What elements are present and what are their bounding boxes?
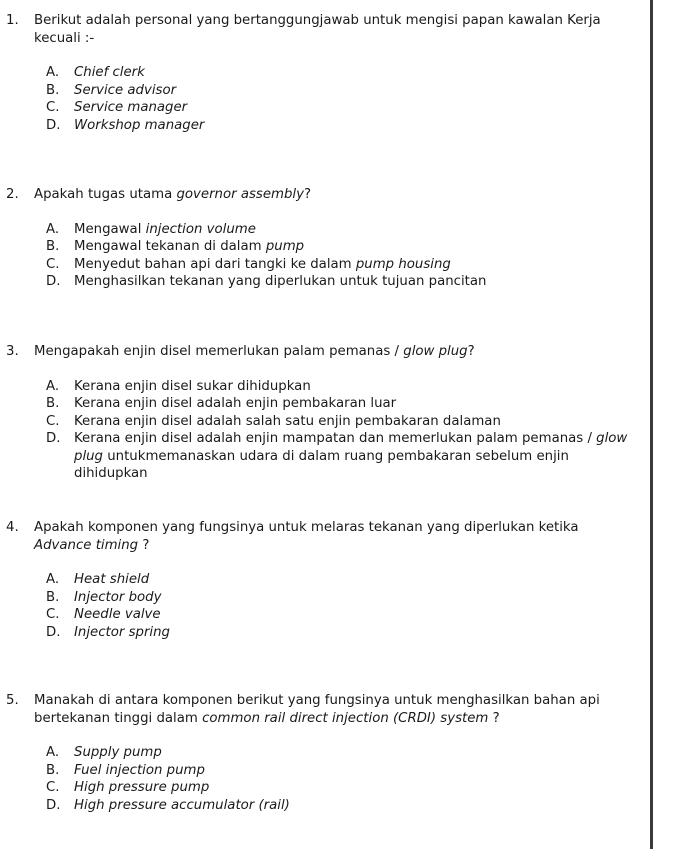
options-list (46, 571, 636, 641)
option-text (74, 606, 636, 624)
italic-term: Workshop manager (74, 117, 205, 133)
text-run: ? (303, 187, 312, 202)
option-text (74, 624, 636, 642)
question-text (34, 519, 636, 554)
option-letter: B. (46, 396, 60, 411)
option-letter: C. (46, 780, 60, 795)
option-letter: D. (46, 274, 61, 289)
option-letter: C. (46, 413, 60, 429)
question-number: 1. (6, 13, 19, 28)
option-text (74, 395, 636, 413)
option-text (74, 762, 636, 780)
option-letter: C. (46, 607, 60, 622)
text-run: Apakah komponen yang fungsinya untuk melaras tekanan yang diperlukan ketika (34, 520, 579, 535)
italic-term: pump housing (355, 256, 451, 272)
option-b (46, 589, 636, 607)
page-border-line (650, 0, 653, 849)
option-text (74, 430, 636, 483)
text-run: Kerana enjin disel adalah salah satu enjin pembakaran dalaman (74, 413, 501, 429)
option-a (46, 64, 636, 82)
options-list (46, 221, 636, 291)
text-run: Mengawal (74, 221, 146, 237)
option-text (74, 744, 636, 762)
option-letter: B. (46, 762, 60, 778)
option-letter: A. (46, 572, 60, 587)
text-run: Mengapakah enjin disel memerlukan palam pemanas / (34, 344, 404, 359)
option-d (46, 797, 636, 815)
italic-term: Service manager (74, 100, 188, 115)
text-run: Menyedut bahan api dari tangki ke dalam (74, 256, 356, 272)
option-text (74, 779, 636, 797)
question-number: 5. (6, 693, 19, 708)
italic-term: glow plug (74, 431, 628, 464)
option-text (74, 256, 636, 274)
option-text (74, 589, 636, 607)
option-c (46, 413, 636, 431)
question-2 (6, 186, 636, 291)
question-text (34, 12, 636, 47)
text-run: ? (138, 537, 150, 553)
option-letter: B. (46, 239, 60, 254)
italic-term: High pressure pump (74, 780, 210, 795)
question-5 (6, 692, 636, 814)
text-run: Berikut adalah personal yang bertanggungjawab untuk mengisi papan kawalan Kerja kecuali :- (34, 13, 601, 46)
option-d (46, 624, 636, 642)
question-number: 4. (6, 520, 19, 535)
option-c (46, 256, 636, 274)
option-text (74, 99, 636, 117)
option-b (46, 395, 636, 413)
option-c (46, 779, 636, 797)
italic-term: governor assembly (176, 187, 304, 202)
options-list (46, 378, 636, 483)
italic-term: Injector spring (74, 624, 170, 640)
option-b (46, 82, 636, 100)
option-text (74, 571, 636, 589)
italic-term: Service advisor (74, 82, 177, 98)
question-text (34, 343, 636, 361)
question-number: 2. (6, 187, 19, 202)
option-c (46, 99, 636, 117)
question-4 (6, 519, 636, 641)
text-run: Kerana enjin disel adalah enjin pembakaran luar (74, 396, 397, 411)
option-b (46, 238, 636, 256)
option-a (46, 571, 636, 589)
italic-term: Injector body (74, 589, 162, 605)
option-text (74, 238, 636, 256)
option-text (74, 82, 636, 100)
option-letter: C. (46, 256, 60, 272)
italic-term: injection volume (145, 221, 256, 237)
option-text (74, 64, 636, 82)
italic-term: pump (265, 239, 305, 254)
option-letter: C. (46, 100, 60, 115)
text-run: Manakah di antara komponen berikut yang fungsinya untuk menghasilkan bahan api bertekanan tinggi dalam (34, 693, 600, 726)
italic-term: glow plug (403, 344, 468, 359)
option-text (74, 413, 636, 431)
option-letter: A. (46, 65, 60, 80)
option-letter: B. (46, 589, 60, 605)
italic-term: High pressure accumulator (rail) (74, 797, 290, 813)
option-a (46, 378, 636, 396)
option-d (46, 430, 636, 483)
option-d (46, 117, 636, 135)
option-letter: D. (46, 624, 61, 640)
italic-term: Fuel injection pump (74, 762, 205, 778)
question-1 (6, 12, 636, 134)
option-text (74, 117, 636, 135)
options-list (46, 744, 636, 814)
italic-term: Advance timing (34, 537, 139, 553)
italic-term: Chief clerk (74, 65, 145, 80)
text-run: Apakah tugas utama (34, 187, 177, 202)
option-text (74, 221, 636, 239)
option-a (46, 744, 636, 762)
option-letter: D. (46, 431, 61, 446)
text-run: Menghasilkan tekanan yang diperlukan untuk tujuan pancitan (74, 274, 487, 289)
question-text (34, 692, 636, 727)
option-text (74, 378, 636, 396)
question-text (34, 186, 636, 204)
question-number: 3. (6, 344, 19, 359)
option-letter: A. (46, 745, 60, 760)
option-text (74, 797, 636, 815)
text-run: Kerana enjin disel sukar dihidupkan (74, 378, 311, 394)
option-b (46, 762, 636, 780)
option-letter: A. (46, 378, 60, 394)
option-c (46, 606, 636, 624)
option-letter: D. (46, 117, 61, 133)
italic-term: Needle valve (74, 607, 161, 622)
option-d (46, 273, 636, 291)
italic-term: common rail direct injection (CRDI) system (202, 710, 489, 726)
text-run: Mengawal tekanan di dalam (74, 239, 266, 254)
option-a (46, 221, 636, 239)
italic-term: Heat shield (74, 572, 150, 587)
question-3 (6, 343, 636, 483)
option-letter: D. (46, 797, 61, 813)
text-run: ? (488, 710, 500, 726)
text-run: Kerana enjin disel adalah enjin mampatan dan memerlukan palam pemanas / (74, 431, 597, 446)
option-letter: A. (46, 221, 60, 237)
option-text (74, 273, 636, 291)
options-list (46, 64, 636, 134)
option-letter: B. (46, 82, 60, 98)
text-run: untukmemanaskan udara di dalam ruang pembakaran sebelum enjin dihidupkan (74, 448, 569, 481)
italic-term: Supply pump (74, 745, 162, 760)
text-run: ? (467, 344, 475, 359)
